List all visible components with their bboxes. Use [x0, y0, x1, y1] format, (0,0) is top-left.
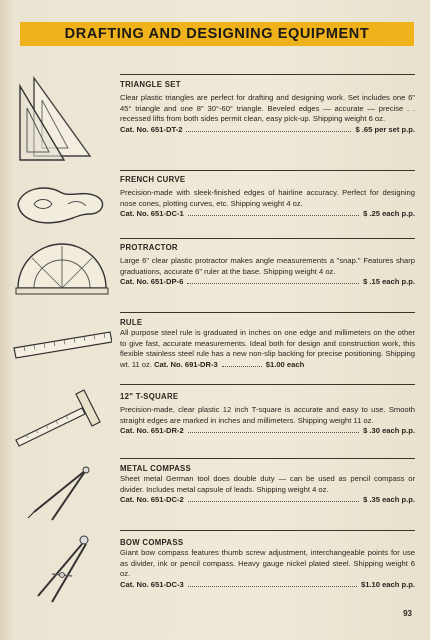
product-description: Giant bow compass features thumb screw adjustment, interchangeable points for use as divider, ink or pencil compass. Heavy gauge nickel plated steel. Shipping weight 6 oz. [120, 548, 415, 578]
catalog-number: Cat. No. 651-DC-1 [120, 209, 184, 218]
catalog-number: Cat. No. 651-DC-2 [120, 495, 184, 504]
triangle-set-icon [12, 74, 112, 164]
french-curve-icon [12, 170, 112, 230]
catalog-number: Cat. No. 691-DR-3 [154, 359, 218, 369]
item-divider [120, 170, 415, 171]
description-text: All purpose steel rule is graduated in inches on one edge and millimeters on the other to give fast, accurate measurements. Ideal both for design and construction work, this flexible stainless steel rule has a new non-slip backing for precise positioning. Shipping wt. 11 oz. [120, 328, 415, 369]
catalog-number: Cat. No. 651-DC-3 [120, 579, 184, 589]
product-description: Precision-made with sleek-finished edges of hairline accuracy. Perfect for designing nose cones, plotting curves, etc. Shipping weight 4 oz. [120, 188, 415, 208]
dot-leader [187, 283, 359, 284]
price: $ .25 each p.p. [363, 209, 415, 218]
item-divider [120, 530, 415, 531]
catalog-line [120, 580, 415, 591]
metal-compass-icon [12, 458, 112, 528]
page-number: 93 [403, 609, 412, 618]
bow-compass-icon [12, 530, 112, 610]
dot-leader [188, 215, 359, 216]
product-title: FRENCH CURVE [120, 175, 186, 184]
product-title: TRIANGLE SET [120, 80, 181, 89]
product-description: Precision-made, clear plastic 12 inch T-square is accurate and easy to use. Smooth straight edges are marked in inches and millimeters. Shipping weight 11 oz. [120, 405, 415, 425]
dot-leader [186, 131, 351, 132]
catalog-number: Cat. No. 651-DT-2 [120, 124, 183, 134]
catalog-line [120, 495, 415, 506]
item-divider [120, 238, 415, 239]
price: $1.10 each p.p. [360, 579, 415, 589]
item-divider [120, 458, 415, 459]
product-description: Large 6" clear plastic protractor makes angle measurements a "snap." Features sharp graduations, accurate 6" ruler at the base. Shipping weight 4 oz. [120, 256, 415, 276]
dot-leader [188, 501, 359, 502]
t-square-icon [12, 384, 112, 454]
page-banner [20, 22, 414, 46]
page-title: DRAFTING AND DESIGNING EQUIPMENT [64, 26, 370, 42]
product-description: Sheet metal German tool does double duty — can be used as pencil compass or divider. Includes metal capsule of leads. Shipping weight 4 oz. [120, 474, 415, 494]
product-title: METAL COMPASS [120, 464, 192, 473]
dot-leader [222, 366, 262, 367]
dot-leader [188, 586, 357, 587]
product-description: Clear plastic triangles are perfect for drafting and designing work. Set includes one 6" 45° triangle and one 8" 30°-60° triangle. Beveled edges — accurate — precise . . recessed lifts from both sides permit clean, easy pick-up. Shipping weight 6 oz. [120, 93, 415, 123]
product-title: RULE [120, 318, 143, 327]
catalog-number: Cat. No. 651-DP-6 [120, 277, 184, 286]
price: $ .15 each p.p. [363, 277, 415, 286]
item-divider [120, 312, 415, 313]
dot-leader [188, 432, 359, 433]
item-divider [120, 74, 415, 75]
catalog-line [120, 125, 415, 136]
catalog-number: Cat. No. 651-DR-2 [120, 426, 184, 435]
product-title: BOW COMPASS [120, 538, 184, 547]
catalog-line [120, 426, 415, 437]
protractor-icon [12, 238, 112, 298]
product-description [120, 328, 415, 370]
catalog-line [120, 209, 415, 220]
steel-rule-icon [12, 312, 112, 372]
price: $ .65 per set p.p. [355, 124, 415, 134]
catalog-line [120, 277, 415, 288]
price: $ .35 each p.p. [363, 495, 415, 504]
product-title: 12" T-SQUARE [120, 392, 179, 401]
price: $1.00 each [265, 359, 305, 369]
item-divider [120, 384, 415, 385]
product-title: PROTRACTOR [120, 243, 178, 252]
price: $ .30 each p.p. [363, 426, 415, 435]
